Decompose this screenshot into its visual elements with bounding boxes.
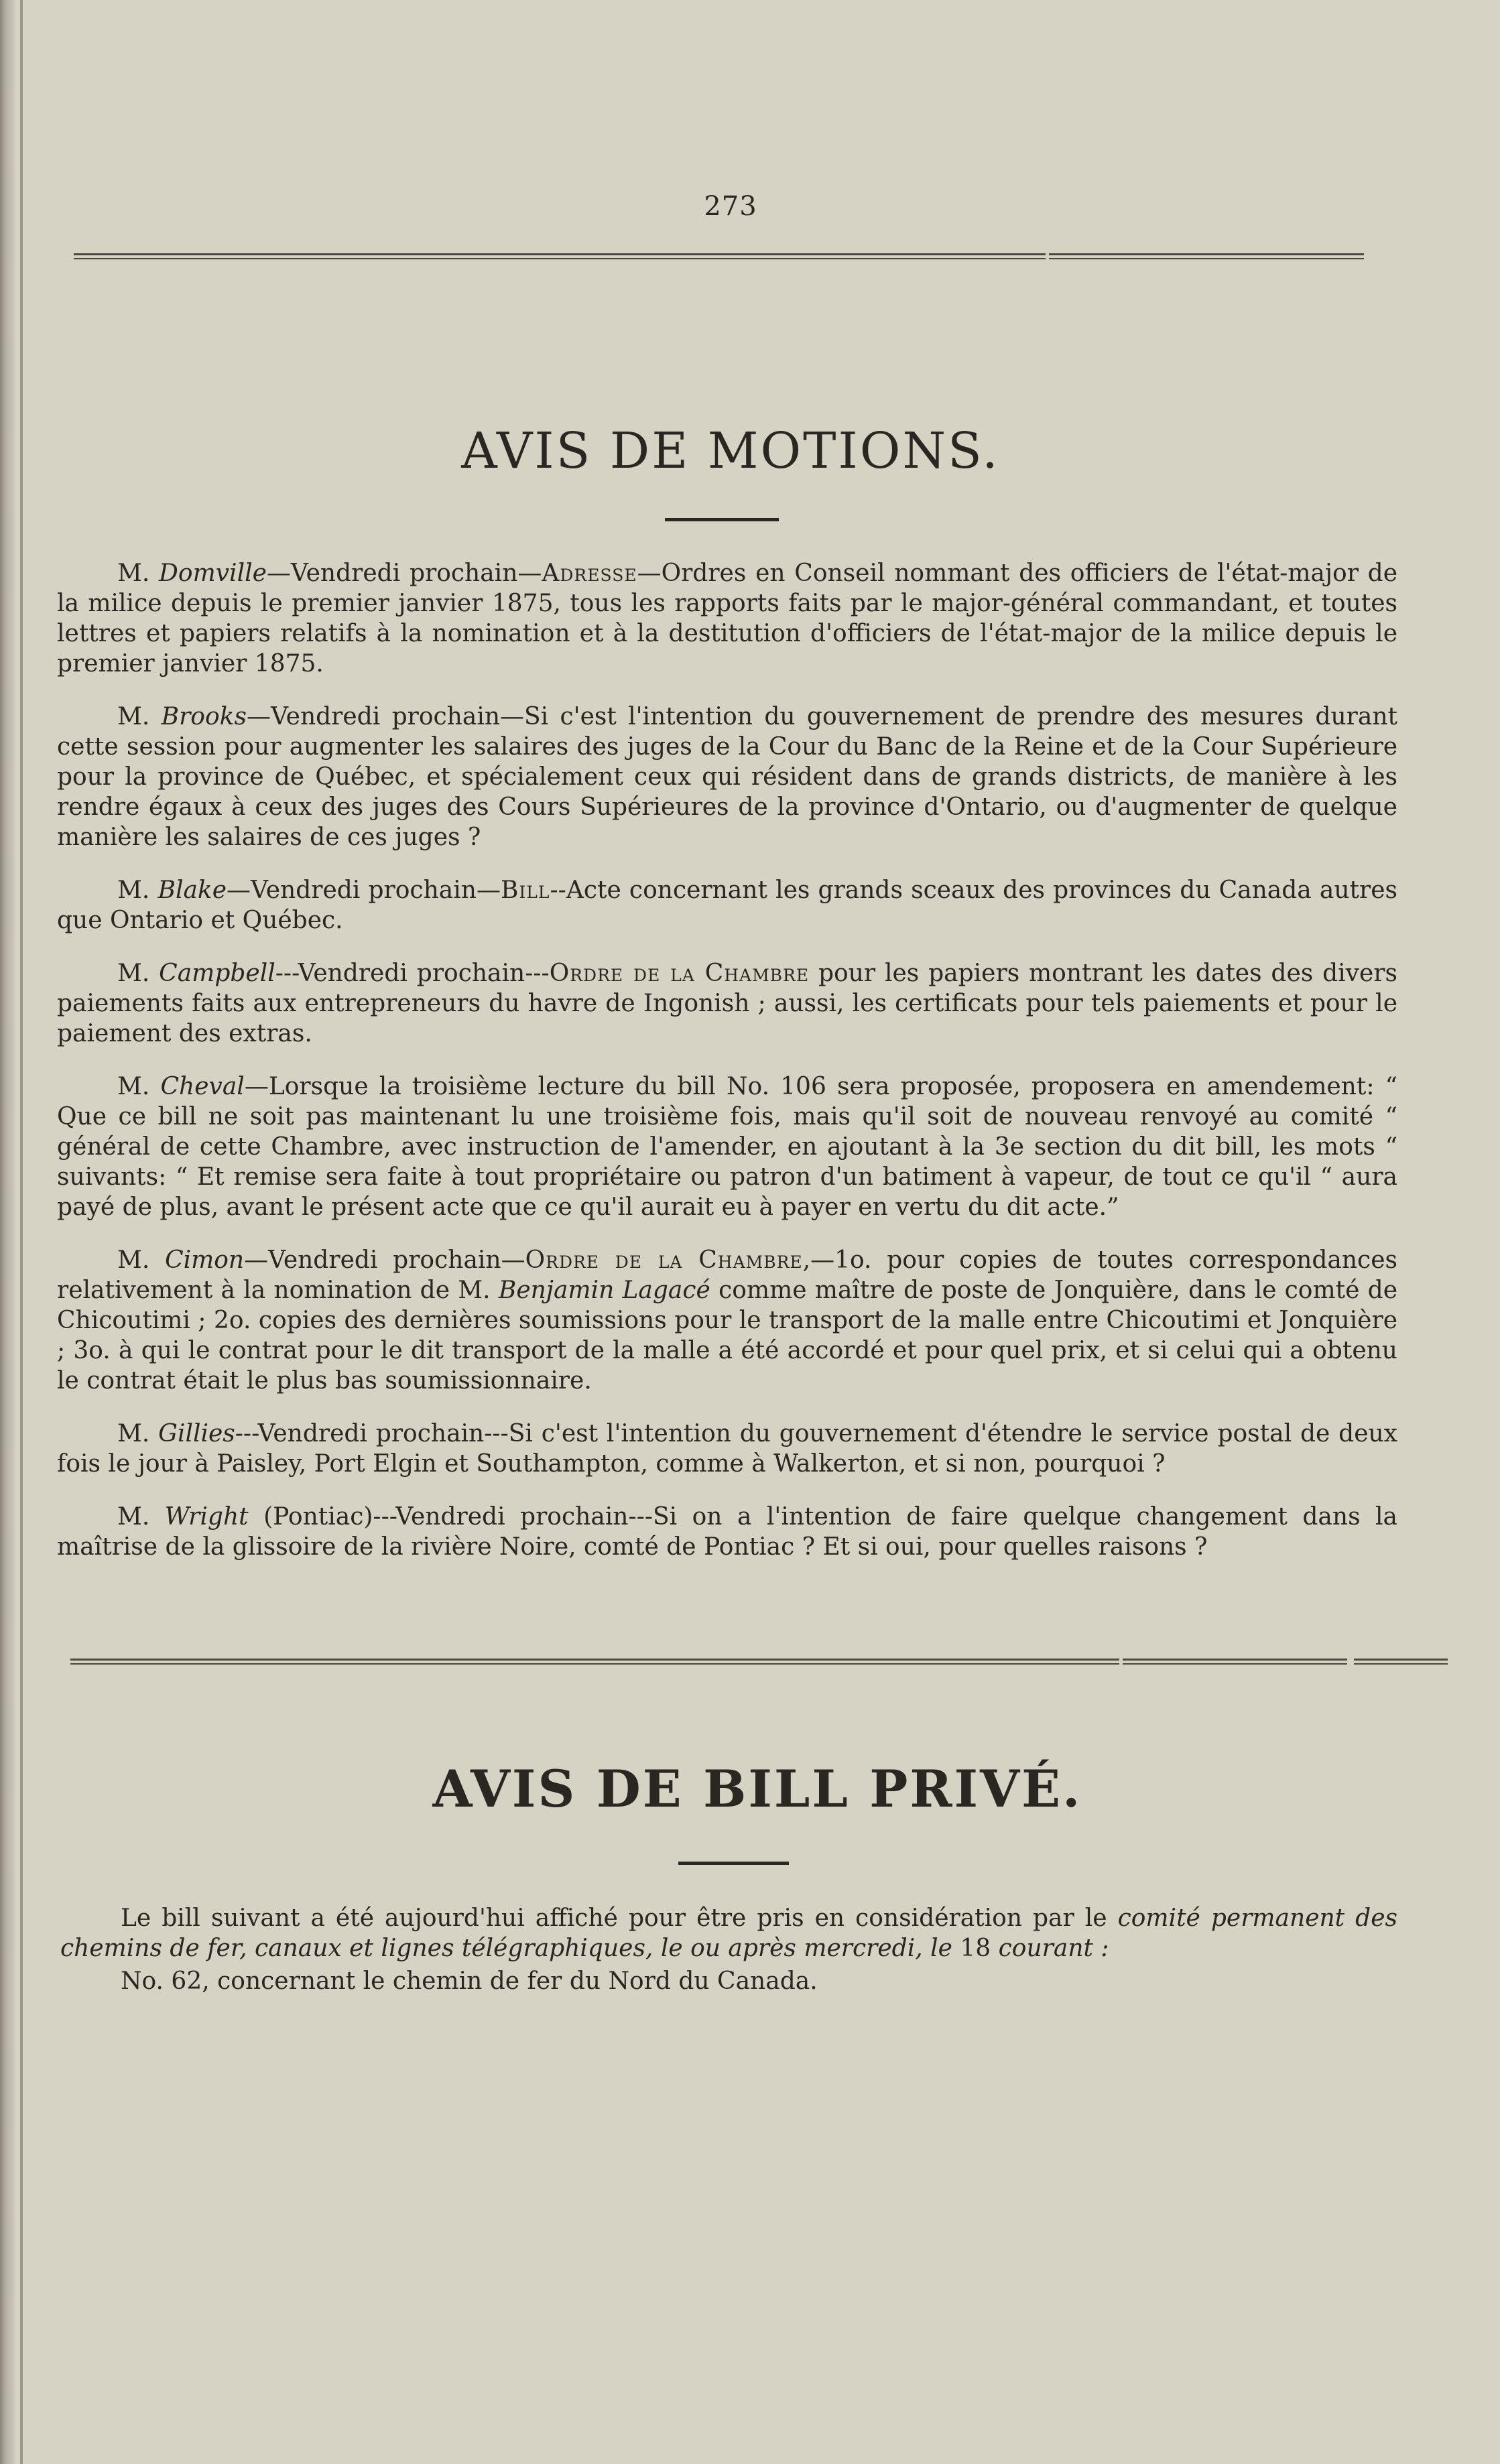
motion-date: ---Vendredi prochain--- xyxy=(275,960,550,987)
motion-item xyxy=(57,1072,1397,1222)
page-spine-shadow xyxy=(0,0,15,2464)
motion-item xyxy=(57,958,1397,1049)
motion-date: —Vendredi prochain— xyxy=(266,560,542,587)
motion-text: Si c'est l'intention du gouvernement d'étendre le service postal de deux fois le jour à Paisley, Port Elgin et Southampton, comme à Walkerton, et si non, pourquoi ? xyxy=(57,1420,1397,1478)
motion-member-name: Domville xyxy=(159,560,267,587)
motion-keyword: Ordre de la Chambre xyxy=(525,1246,803,1274)
motion-keyword: Bill xyxy=(500,877,550,904)
bill-date: 18 xyxy=(952,1935,999,1962)
motion-mr: M. xyxy=(117,1503,150,1531)
header-rule-right xyxy=(1049,253,1364,259)
motion-text: Si on a l'intention de faire quelque changement dans la maîtrise de la glissoire de la rivière Noire, comté de Pontiac ? Et si oui, pour quelles raisons ? xyxy=(57,1503,1397,1561)
motion-member-name: Cheval xyxy=(160,1073,245,1100)
motion-member-name: Brooks xyxy=(161,703,247,730)
motion-mr: M. xyxy=(117,560,150,587)
page-binding-line xyxy=(20,0,23,2464)
bill-entry: No. 62, concernant le chemin de fer du Nord du Canada. xyxy=(121,1967,818,1995)
motion-text: comme maître de poste de Jonquière, dans le comté de Chicoutimi ; 2o. copies des dernières soumissions pour le transport de la malle entre Chicoutimi et Jonquière ; 3o. à qui le contrat pour le dit transport de la malle a été accordé et pour quel prix, et si celui qui a obtenu le contrat était le plus bas soumissionnaire. xyxy=(57,1277,1398,1395)
motion-date: —Vendredi prochain— xyxy=(227,877,501,904)
bill-committee-name: comité permanent des chemins de fer, canaux et lignes télégraphiques, le ou après mercredi, le xyxy=(60,1904,1397,1962)
motion-member-name: Cimon xyxy=(165,1246,245,1274)
motion-date: — xyxy=(244,1073,269,1100)
motion-keyword: Ordre de la Chambre xyxy=(549,960,810,987)
motion-text: ,—1o. pour copies de toutes correspondances relativement à la nomination de M. xyxy=(57,1246,1397,1304)
motion-member-name: Blake xyxy=(158,877,227,904)
motion-item xyxy=(57,875,1397,935)
bill-intro xyxy=(60,1903,1397,1963)
motion-text: Si c'est l'intention du gouvernement de prendre des mesures durant cette session pour augmenter les salaires des juges de la Cour du Banc de la Reine et de la Cour Supérieure pour la province de Québec, et spécialement ceux qui résident dans de grands districts, de manière à les rendre égaux à ceux des juges des Cours Supérieures de la province d'Ontario, ou d'augmenter de quelque manière les salaires de ces juges ? xyxy=(57,703,1397,851)
motion-item xyxy=(57,558,1397,679)
section-title-motions: AVIS DE MOTIONS. xyxy=(461,422,1000,480)
motion-mr: M. xyxy=(117,877,150,904)
motion-mr: M. xyxy=(117,1420,150,1447)
motion-text: —Ordres en Conseil nommant des officiers de l'état-major de la milice depuis le premier janvier 1875, tous les rapports faits par le major-général commandant, et toutes lettres et papiers relatifs à la nomination et à la destitution d'officiers de l'état-major de la milice depuis le premier janvier 1875. xyxy=(57,560,1398,677)
motion-date: ---Vendredi prochain--- xyxy=(235,1420,509,1447)
title-underline-private-bill xyxy=(678,1862,789,1865)
motion-date: —Vendredi prochain— xyxy=(244,1246,525,1274)
motion-member-name: Wright xyxy=(164,1503,249,1531)
motion-referenced-name: Benjamin Lagacé xyxy=(498,1277,710,1304)
title-underline-motions xyxy=(665,518,779,521)
motion-item xyxy=(57,1502,1397,1562)
private-bill-notice xyxy=(60,1903,1397,1996)
motion-text: --Acte concernant les grands sceaux des provinces du Canada autres que Ontario et Québec. xyxy=(57,877,1398,934)
motions-list xyxy=(57,558,1397,1585)
document-page xyxy=(57,0,1398,2464)
section-rule-middle xyxy=(1123,1659,1347,1665)
bill-intro-end: courant : xyxy=(998,1935,1109,1962)
motion-item xyxy=(57,1245,1397,1396)
motion-item xyxy=(57,702,1397,852)
motion-mr: M. xyxy=(117,703,150,730)
page-number: 273 xyxy=(704,191,757,222)
motion-mr: M. xyxy=(117,1073,150,1100)
bill-intro-text: Le bill suivant a été aujourd'hui affiché pour être pris en considération par le xyxy=(121,1904,1118,1932)
motion-mr: M. xyxy=(117,1246,150,1274)
motion-text: pour les papiers montrant les dates des divers paiements faits aux entrepreneurs du havre de Ingonish ; aussi, les certificats pour tels paiements et pour le paiement des extras. xyxy=(57,960,1397,1047)
motion-date: (Pontiac)---Vendredi prochain--- xyxy=(248,1503,653,1531)
motion-date: —Vendredi prochain— xyxy=(246,703,525,730)
motion-text: Lorsque la troisième lecture du bill No. 106 sera proposée, proposera en amendement: “ Que ce bill ne soit pas maintenant lu une troisième fois, mais qu'il soit de nouveau renvoyé au comité “ général de cette Chambre, avec instruction de l'amender, en ajoutant à la 3e section du dit bill, les mots “ suivants: “ Et remise sera faite à tout propriétaire ou patron d'un batiment à vapeur, de tout ce qu'il “ aura payé de plus, avant le présent acte que ce qu'il aurait eu à payer en vertu du dit acte.” xyxy=(57,1073,1398,1221)
motion-member-name: Campbell xyxy=(159,960,275,987)
motion-item xyxy=(57,1419,1397,1479)
header-rule-left xyxy=(74,253,1046,259)
motion-member-name: Gillies xyxy=(158,1420,235,1447)
motion-keyword: Adresse xyxy=(542,560,637,587)
section-rule-right xyxy=(1354,1659,1448,1665)
motion-mr: M. xyxy=(117,960,150,987)
section-rule-left xyxy=(70,1659,1119,1665)
section-title-private-bill: AVIS DE BILL PRIVÉ. xyxy=(432,1759,1082,1819)
